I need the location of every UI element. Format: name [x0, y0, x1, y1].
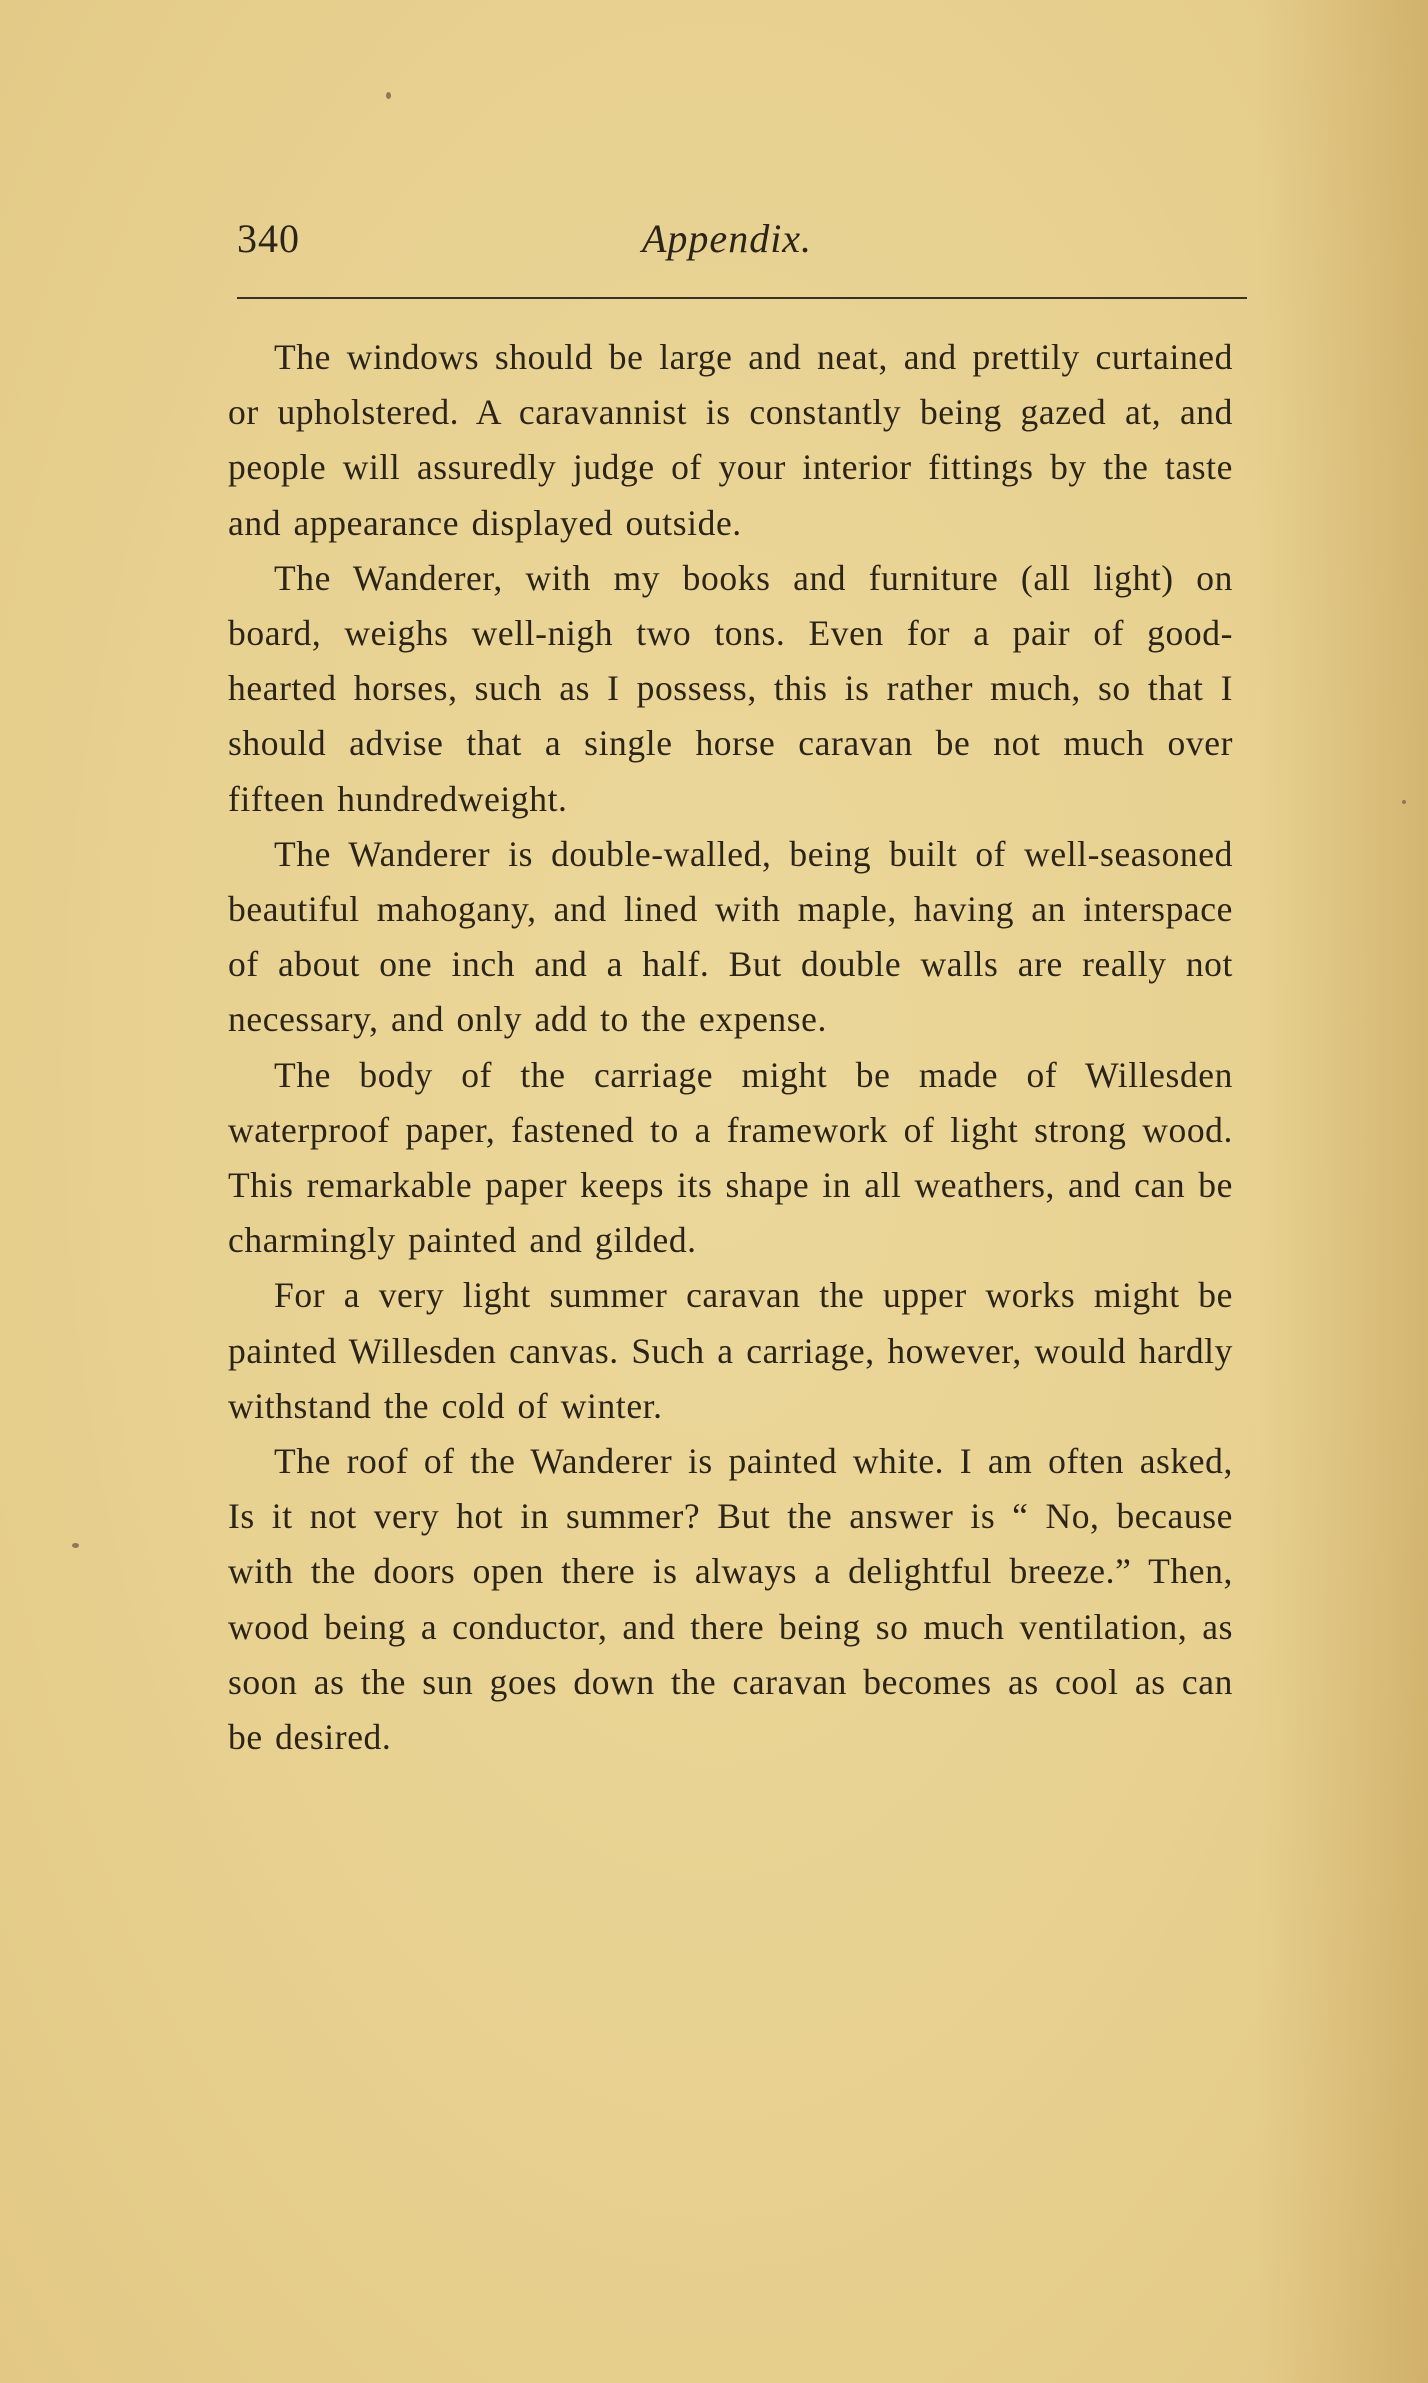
page-header	[237, 215, 1247, 275]
body-text	[228, 330, 1233, 1765]
paragraph-body-material: The body of the carriage might be made of Willesden waterproof paper, fastened to a framework of light strong wood. This remarkable paper keeps its shape in all weathers, and can be charmingly painted and gilded.	[228, 1054, 1233, 1261]
paper-speck	[1402, 800, 1406, 804]
paragraph-walls: The Wanderer is double-walled, being built of well-seasoned beautiful mahogany, and lined with maple, having an interspace of about one inch and a half. But double walls are really not necessary, and only add to the expense.	[228, 833, 1233, 1040]
paragraph-summer-caravan: For a very light summer caravan the upper works might be painted Willesden canvas. Such a carriage, however, would hardly withstand the cold of winter.	[228, 1275, 1233, 1426]
paper-speck	[386, 92, 391, 99]
paragraph-windows: The windows should be large and neat, and prettily curtained or upholstered. A caravannist is constantly being gazed at, and people will assuredly judge of your interior fittings by the taste and appearance displayed outside.	[228, 337, 1233, 543]
paragraph-roof: The roof of the Wanderer is painted white. I am often asked, Is it not very hot in summer? But the answer is “ No, because with the doors open there is always a delightful breeze.” Then, wood being a conductor, and there being so much ventilation, as soon as the sun goes down the caravan becomes as cool as can be desired.	[228, 1441, 1233, 1758]
page-number: 340	[237, 216, 300, 261]
paragraph-weight: The Wanderer, with my books and furniture (all light) on board, weighs well-nigh two tons. Even for a pair of good-hearted horses, such as I possess, this is rather much, so that I should advise that a single horse caravan be not much over fifteen hundredweight.	[228, 557, 1233, 819]
running-head: Appendix.	[642, 216, 813, 261]
paper-speck	[72, 1543, 79, 1548]
header-rule	[237, 297, 1247, 299]
